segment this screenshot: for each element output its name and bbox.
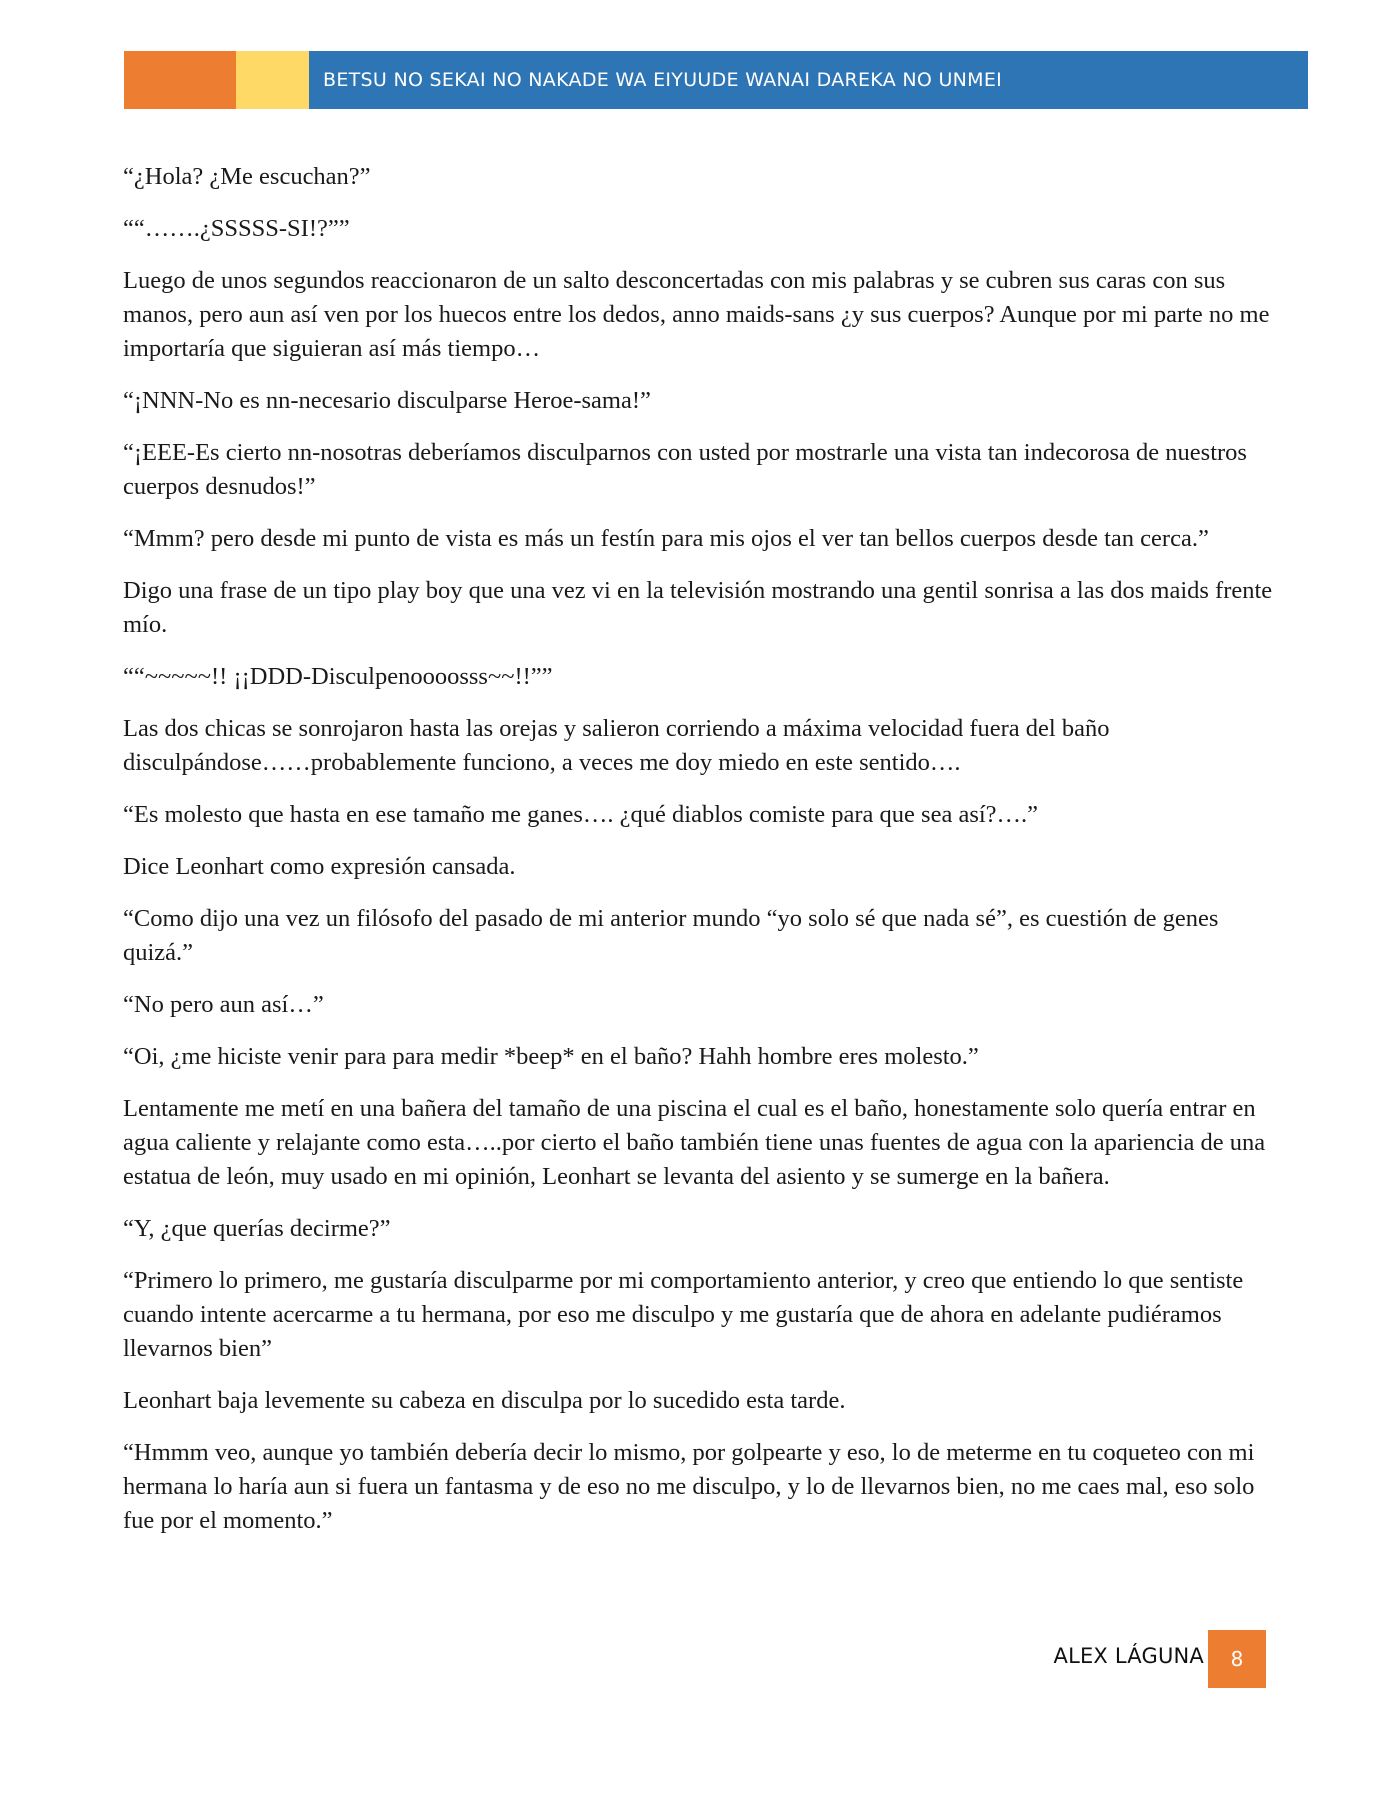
page-number-box xyxy=(1208,1630,1266,1688)
header-yellow-block xyxy=(236,51,309,109)
paragraph: “¡EEE-Es cierto nn-nosotras deberíamos disculparnos con usted por mostrarle una vista tan indecorosa de nuestros cuerpos desnudos!” xyxy=(123,439,1247,500)
paragraph: “Y, ¿que querías decirme?” xyxy=(123,1215,391,1242)
paragraph: “Es molesto que hasta en ese tamaño me ganes…. ¿qué diablos comiste para que sea así?….” xyxy=(123,801,1039,828)
header-orange-block xyxy=(124,51,236,109)
paragraph: Leonhart baja levemente su cabeza en disculpa por lo sucedido esta tarde. xyxy=(123,1387,846,1414)
paragraph: ““~~~~~!! ¡¡DDD-Disculpenoooosss~~!!”” xyxy=(123,663,553,690)
paragraph: “¿Hola? ¿Me escuchan?” xyxy=(123,163,371,190)
page-footer xyxy=(0,1630,1400,1688)
paragraph: “¡NNN-No es nn-necesario disculparse Heroe-sama!” xyxy=(123,387,651,414)
page-body xyxy=(123,160,1273,1556)
paragraph: “No pero aun así…” xyxy=(123,991,324,1018)
author-name: ALEX LÁGUNA xyxy=(1053,1644,1204,1668)
paragraph: “Hmmm veo, aunque yo también debería decir lo mismo, por golpearte y eso, lo de meterme en tu coqueteo con mi hermana lo haría aun si fuera un fantasma y de eso no me disculpo, y lo de llevarnos bien, no me caes mal, eso solo fue por el momento.” xyxy=(123,1439,1255,1534)
header-title-bar xyxy=(309,51,1308,109)
page-header xyxy=(124,51,1308,109)
paragraph: “Como dijo una vez un filósofo del pasado de mi anterior mundo “yo solo sé que nada sé”, es cuestión de genes quizá.” xyxy=(123,905,1219,966)
paragraph: Las dos chicas se sonrojaron hasta las orejas y salieron corriendo a máxima velocidad fuera del baño disculpándose……probablemente funciono, a veces me doy miedo en este sentido…. xyxy=(123,715,1110,776)
paragraph: “Oi, ¿me hiciste venir para para medir *beep* en el baño? Hahh hombre eres molesto.” xyxy=(123,1043,979,1070)
paragraph: Luego de unos segundos reaccionaron de un salto desconcertadas con mis palabras y se cubren sus caras con sus manos, pero aun así ven por los huecos entre los dedos, anno maids-sans ¿y sus cuerpos? Aunque por mi parte no me importaría que siguieran así más tiempo… xyxy=(123,267,1270,362)
paragraph: Dice Leonhart como expresión cansada. xyxy=(123,853,516,880)
page-number: 8 xyxy=(1230,1647,1244,1671)
paragraph: Lentamente me metí en una bañera del tamaño de una piscina el cual es el baño, honestamente solo quería entrar en agua caliente y relajante como esta…..por cierto el baño también tiene unas fuentes de agua con la apariencia de una estatua de león, muy usado en mi opinión, Leonhart se levanta del asiento y se sumerge en la bañera. xyxy=(123,1095,1266,1190)
paragraph: Digo una frase de un tipo play boy que una vez vi en la televisión mostrando una gentil sonrisa a las dos maids frente mío. xyxy=(123,577,1273,638)
paragraph: ““…….¿SSSSS-SI!?”” xyxy=(123,215,350,242)
paragraph: “Primero lo primero, me gustaría disculparme por mi comportamiento anterior, y creo que entiendo lo que sentiste cuando intente acercarme a tu hermana, por eso me disculpo y me gustaría que de ahora en adelante pudiéramos llevarnos bien” xyxy=(123,1267,1244,1362)
paragraph: “Mmm? pero desde mi punto de vista es más un festín para mis ojos el ver tan bellos cuerpos desde tan cerca.” xyxy=(123,525,1209,552)
header-title: BETSU NO SEKAI NO NAKADE WA EIYUUDE WANAI DAREKA NO UNMEI xyxy=(323,69,1003,91)
